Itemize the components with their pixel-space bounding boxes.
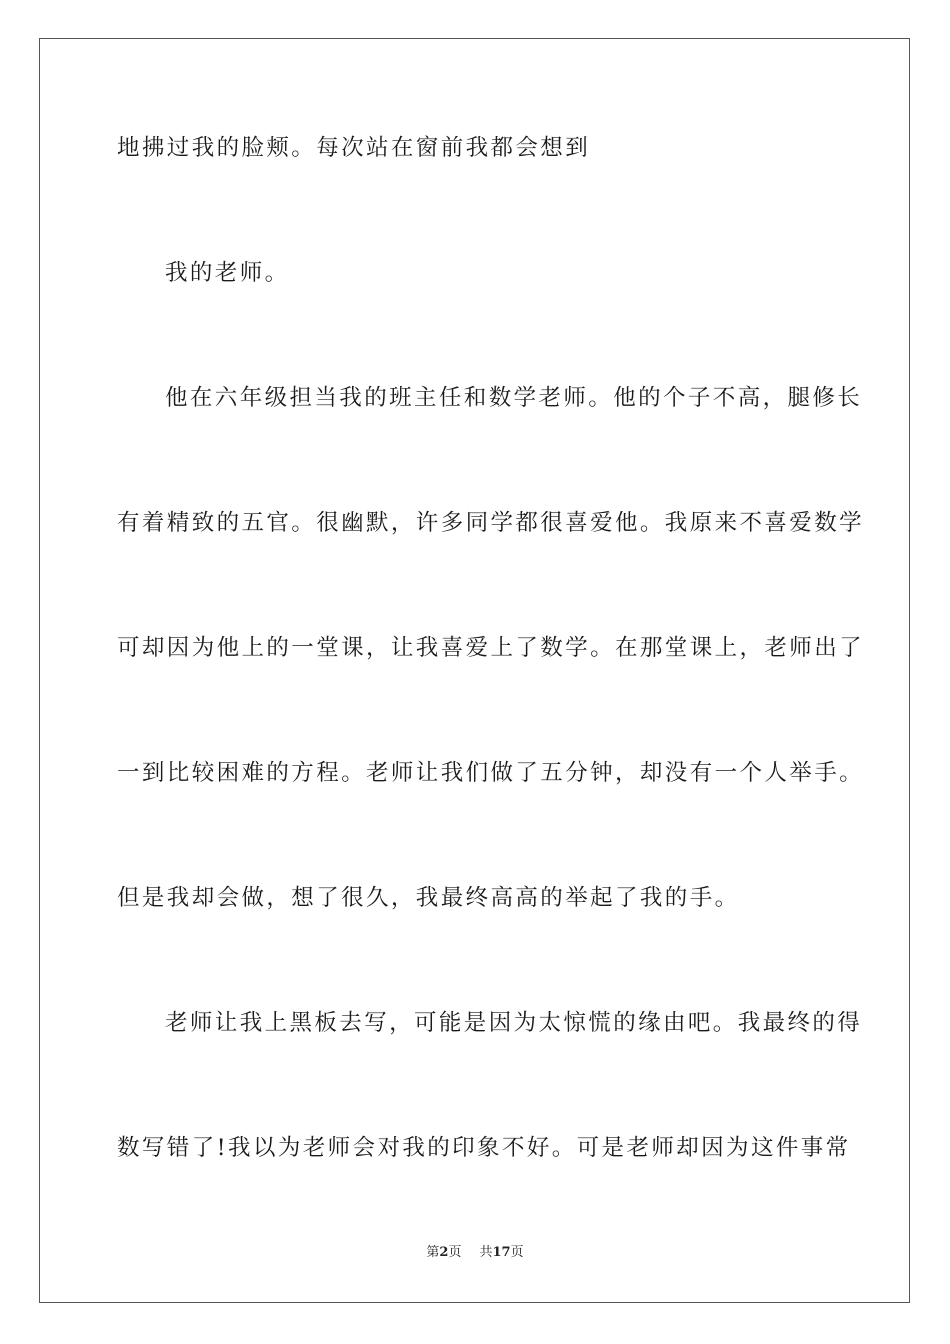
total-prefix: 共: [479, 1245, 493, 1260]
page-footer: [0, 1243, 950, 1263]
text-line-8: 老师让我上黑板去写，可能是因为太惊慌的缘由吧。我最终的得: [165, 1010, 863, 1036]
page-number: 2: [439, 1245, 449, 1260]
text-line-5: 可却因为他上的一堂课，让我喜爱上了数学。在那堂课上，老师出了: [117, 635, 865, 661]
text-line-3: 他在六年级担当我的班主任和数学老师。他的个子不高，腿修长: [165, 385, 863, 411]
text-line-1: 地拂过我的脸颊。每次站在窗前我都会想到: [117, 135, 591, 161]
text-line-2: 我的老师。: [165, 260, 290, 286]
text-line-6: 一到比较困难的方程。老师让我们做了五分钟，却没有一个人举手。: [117, 760, 865, 786]
text-line-9: 数写错了!我以为老师会对我的印象不好。可是老师却因为这件事常: [117, 1135, 851, 1161]
text-line-7: 但是我却会做，想了很久，我最终高高的举起了我的手。: [117, 885, 740, 911]
document-body: [117, 128, 865, 1253]
page-suffix: 页: [448, 1245, 462, 1260]
text-line-4: 有着精致的五官。很幽默，许多同学都很喜爱他。我原来不喜爱数学: [117, 510, 865, 536]
page-prefix: 第: [426, 1245, 440, 1260]
total-suffix: 页: [510, 1245, 524, 1260]
total-pages: 17: [492, 1245, 511, 1260]
